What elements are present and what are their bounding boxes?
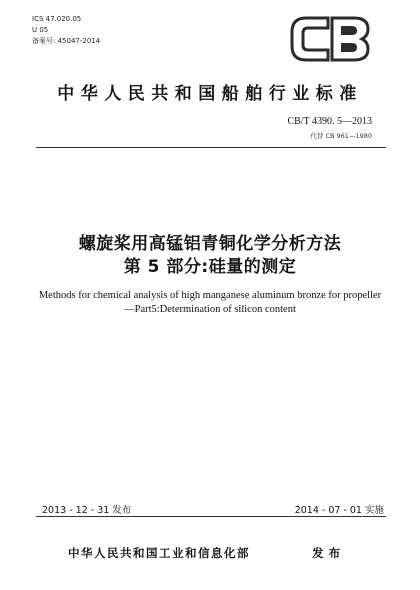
replaces-note: 代替 CB 961—1980: [310, 132, 372, 140]
publisher-name: 中华人民共和国工业和信息化部: [68, 546, 250, 560]
meta-block: [32, 14, 100, 47]
cb-logo: [288, 12, 372, 66]
en-title-line1: Methods for chemical analysis of high manganese aluminum bronze for propeller: [38, 290, 382, 301]
top-divider: [36, 147, 386, 148]
implementation-date: 2014 - 07 - 01 实施: [294, 505, 384, 516]
zh-title-line1: 螺旋桨用高锰铝青铜化学分析方法: [78, 234, 342, 254]
zh-title-line2: 第 5 部分:硅量的测定: [123, 257, 297, 277]
class-code: U 05: [32, 26, 49, 34]
standard-code: CB/T 4390. 5—2013: [287, 116, 372, 127]
filing-number: 备案号: 45047-2014: [32, 37, 101, 45]
issue-date: 2013 - 12 - 31 发布: [42, 505, 132, 516]
ics-code: ICS 47.020.05: [32, 15, 82, 23]
bottom-divider: [36, 516, 386, 517]
en-title-line2: —Part5:Determination of silicon content: [124, 304, 296, 315]
standard-name: 中华人民共和国船舶行业标准: [57, 84, 363, 104]
publish-label: 发布: [312, 546, 345, 560]
